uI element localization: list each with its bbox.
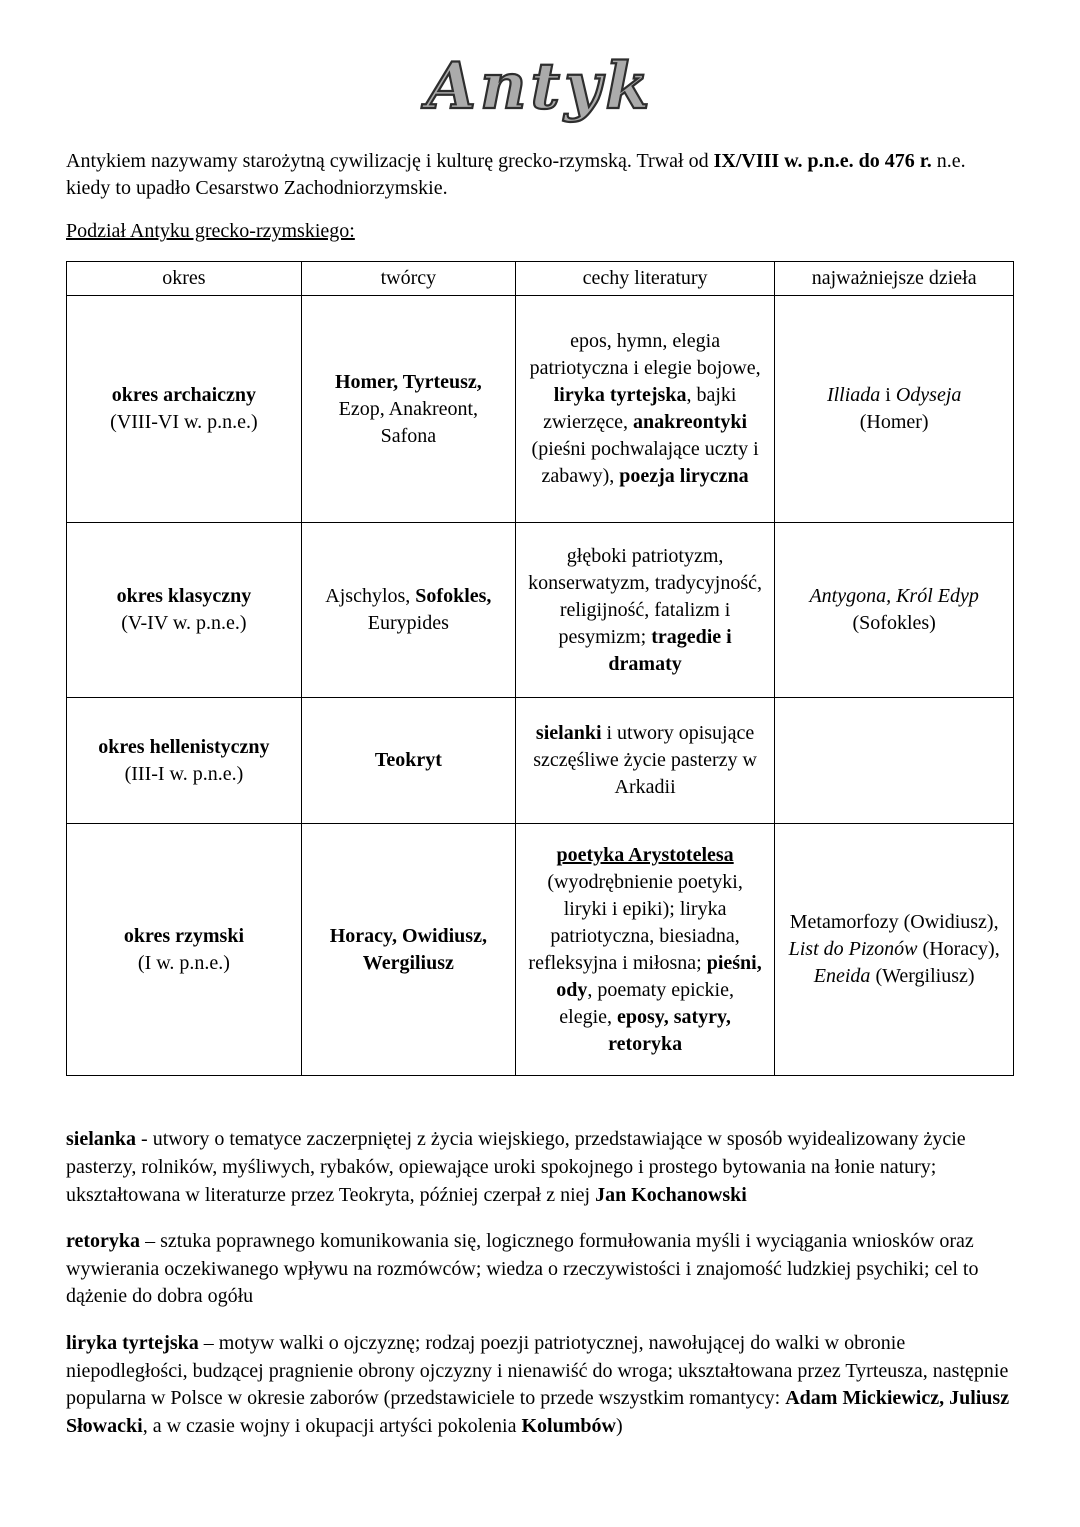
cell-features-hellenistyczny: sielanki i utwory opisujące szczęśliwe życie pasterzy w Arkadii [515, 698, 774, 824]
cell-works-archaiczny: Illiada i Odyseja (Homer) [775, 296, 1014, 523]
cell-period-archaiczny: okres archaiczny (VIII-VI w. p.n.e.) [67, 296, 302, 523]
table-row-okres-archaiczny [67, 296, 1014, 523]
cell-period-klasyczny: okres klasyczny (V-IV w. p.n.e.) [67, 523, 302, 698]
cell-works-rzymski: Metamorfozy (Owidiusz), List do Pizonów (Horacy), Eneida (Wergiliusz) [775, 824, 1014, 1076]
definition-sielanka: sielanka - utwory o tematyce zaczerpniętej z życia wiejskiego, przedstawiające w sposób wyidealizowany życie pasterzy, rolników, myśliwych, rybaków, opiewające uroki spokojnego i prostego bytowania na łonie natury; ukształtowana w literaturze przez Teokryta, później czerpał z niej Jan Kochanowski [66, 1128, 966, 1206]
col-header-najwazniejsze-dziela: najważniejsze dzieła [775, 262, 1014, 296]
cell-works-hellenistyczny [775, 698, 1014, 824]
intro-paragraph: Antykiem nazywamy starożytną cywilizację i kulturę grecko-rzymską. Trwał od IX/VIII w. p.n.e. do 476 r. n.e. kiedy to upadło Cesarstwo Zachodniorzymskie. [66, 150, 966, 200]
page-title: Antyk [426, 49, 654, 124]
periods-table [66, 261, 1014, 1076]
table-row-okres-hellenistyczny [67, 698, 1014, 824]
cell-features-rzymski: poetyka Arystotelesa (wyodrębnienie poetyki, liryki i epiki); liryka patriotyczna, biesiadna, refleksyjna i miłosna; pieśni, ody, poematy epickie, elegie, eposy, satyry, retoryka [515, 824, 774, 1076]
cell-creators-archaiczny: Homer, Tyrteusz, Ezop, Anakreont, Safona [301, 296, 515, 523]
cell-period-hellenistyczny: okres hellenistyczny (III-I w. p.n.e.) [67, 698, 302, 824]
cell-creators-hellenistyczny: Teokryt [301, 698, 515, 824]
table-header-row [67, 262, 1014, 296]
title-area [66, 49, 1014, 124]
table-row-okres-klasyczny [67, 523, 1014, 698]
cell-features-archaiczny: epos, hymn, elegia patriotyczna i elegie bojowe, liryka tyrtejska, bajki zwierzęce, anakreontyki (pieśni pochwalające uczty i zabawy), poezja liryczna [515, 296, 774, 523]
cell-creators-klasyczny: Ajschylos, Sofokles, Eurypides [301, 523, 515, 698]
table-row-okres-rzymski [67, 824, 1014, 1076]
cell-features-klasyczny: głęboki patriotyzm, konserwatyzm, tradycyjność, religijność, fatalizm i pesymizm; tragedie i dramaty [515, 523, 774, 698]
col-header-tworcy: twórcy [301, 262, 515, 296]
definition-retoryka: retoryka – sztuka poprawnego komunikowania się, logicznego formułowania myśli i wyciągania wniosków oraz wywierania oczekiwanego wpływu na rozmówców; wiedza o rzeczywistości i znajomość ludzkiej psychiki; cel to dążenie do dobra ogółu [66, 1230, 979, 1308]
col-header-okres: okres [67, 262, 302, 296]
cell-works-klasyczny: Antygona, Król Edyp (Sofokles) [775, 523, 1014, 698]
section-heading: Podział Antyku grecko-rzymskiego: [66, 220, 355, 243]
section-heading-wrap [66, 218, 1014, 245]
cell-creators-rzymski: Horacy, Owidiusz, Wergiliusz [301, 824, 515, 1076]
definition-liryka-tyrtejska: liryka tyrtejska – motyw walki o ojczyznę; rodzaj poezji patriotycznej, nawołującej do walki w obronie niepodległości, budzącej pragnienie obrony ojczyzny i nienawiść do wroga; ukształtowana przez Tyrteusza, następnie popularna w Polsce w okresie zaborów (przedstawiciele to przede wszystkim romantycy: Adam Mickiewicz, Juliusz Słowacki, a w czasie wojny i okupacji artyści pokolenia Kolumbów) [66, 1331, 1010, 1437]
col-header-cechy-literatury: cechy literatury [515, 262, 774, 296]
cell-period-rzymski: okres rzymski (I w. p.n.e.) [67, 824, 302, 1076]
